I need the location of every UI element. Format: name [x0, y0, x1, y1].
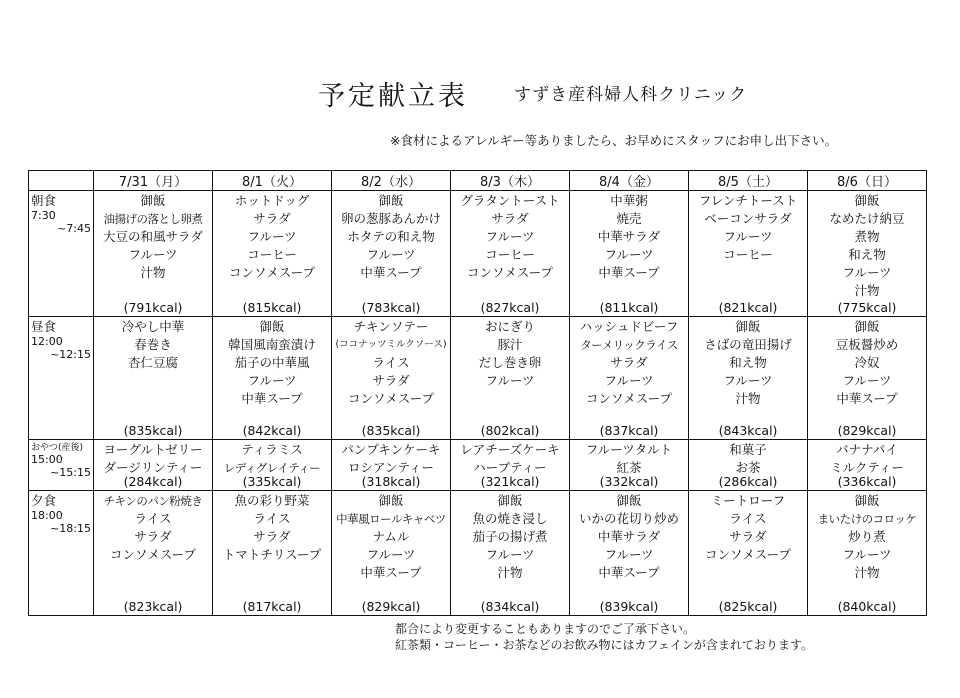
dinner-row [29, 491, 927, 616]
dish-list [689, 317, 807, 408]
dish-item: 紅茶 [616, 460, 642, 475]
dish-item: コーヒー [247, 247, 297, 262]
dish-list [808, 191, 926, 300]
dish-list [213, 491, 331, 564]
dish-item: 御飯 [140, 193, 166, 208]
dish-item: バナナパイ [836, 442, 898, 457]
dish-item: 和え物 [848, 247, 886, 262]
dish-item: 御飯 [378, 193, 404, 208]
dish-item: いかの花切り炒め [578, 511, 679, 526]
dish-item: コーヒー [723, 247, 773, 262]
dish-list [451, 317, 569, 390]
dish-item: 油揚げの落とし卵煮 [103, 212, 203, 226]
dish-item: ライス [253, 511, 291, 526]
menu-cell [451, 317, 570, 440]
footer-line: 都合により変更することもありますのでご了承下さい。 [395, 622, 696, 636]
day-header: 7/31（月） [94, 171, 213, 191]
dish-item: ヨーグルトゼリー [103, 442, 203, 457]
dish-item: 和え物 [729, 355, 767, 370]
dish-list [808, 491, 926, 582]
dish-item: ライス [134, 511, 172, 526]
dish-item: フルーツ [604, 373, 654, 388]
snack-row [29, 440, 927, 491]
menu-cell [213, 440, 332, 491]
menu-cell [808, 440, 927, 491]
dish-item: フレンチトースト [698, 193, 798, 208]
kcal-value: (332kcal) [599, 474, 659, 489]
menu-cell [332, 440, 451, 491]
kcal-value: (829kcal) [361, 599, 421, 614]
dish-item: フルーツ [485, 547, 535, 562]
dish-item: フルーツ [247, 229, 297, 244]
dish-item: サラダ [372, 373, 410, 388]
dish-item: 汁物 [854, 283, 880, 298]
menu-cell [689, 491, 808, 616]
menu-cell [689, 191, 808, 317]
dish-item: 韓国風南蛮漬け [228, 337, 316, 352]
menu-cell [570, 191, 689, 317]
dish-item: サラダ [253, 211, 291, 226]
menu-cell [213, 191, 332, 317]
day-header: 8/6（日） [808, 171, 927, 191]
dish-item: 冷やし中華 [121, 319, 185, 334]
meal-label: おやつ(産後) [31, 443, 84, 453]
dish-item: 中華スープ [241, 391, 303, 406]
dish-item: コンソメスープ [585, 391, 672, 406]
dish-item: フルーツ [128, 247, 178, 262]
day-header: 8/2（水） [332, 171, 451, 191]
meal-label: 朝食 [31, 193, 57, 208]
kcal-value: (284kcal) [123, 474, 183, 489]
dish-item: フルーツ [366, 247, 416, 262]
kcal-value: (783kcal) [361, 300, 421, 315]
dish-item: 中華スープ [360, 565, 422, 580]
day-header: 8/3（木） [451, 171, 570, 191]
day-header: 8/5（土） [689, 171, 808, 191]
dish-item: 御飯 [378, 493, 404, 508]
dish-list [808, 317, 926, 408]
dish-item: 汁物 [854, 565, 880, 580]
meal-time-start: 7:30 [31, 209, 56, 222]
footer-line: 紅茶類・コーヒー・お茶などのお飲み物にはカフェインが含まれております。 [395, 638, 813, 652]
dish-item: 中華スープ [360, 265, 422, 280]
dish-item: 御飯 [616, 493, 642, 508]
dish-item: フルーツ [604, 547, 654, 562]
kcal-value: (840kcal) [837, 599, 897, 614]
dish-item: 中華スープ [598, 265, 660, 280]
dish-list [332, 317, 450, 408]
dish-item: ミートローフ [710, 493, 786, 508]
dish-item: サラダ [729, 529, 767, 544]
dish-item: コーヒー [485, 247, 535, 262]
kcal-value: (842kcal) [242, 423, 302, 438]
header-row [29, 171, 927, 191]
kcal-value: (821kcal) [718, 300, 778, 315]
dish-item: コンソメスープ [347, 391, 434, 406]
lunch-row [29, 317, 927, 440]
kcal-value: (791kcal) [123, 300, 183, 315]
dish-item: 中華粥 [610, 193, 648, 208]
menu-cell [451, 191, 570, 317]
dish-item: サラダ [253, 529, 291, 544]
meal-time-end: ~18:15 [50, 522, 91, 535]
dish-item: コンソメスープ [704, 547, 791, 562]
meal-label: 昼食 [31, 319, 57, 334]
meal-label-cell [29, 191, 94, 317]
kcal-value: (336kcal) [837, 474, 897, 489]
kcal-value: (318kcal) [361, 474, 421, 489]
dish-item: 魚の彩り野菜 [234, 493, 310, 508]
dish-item: 御飯 [497, 493, 523, 508]
dish-item: 茄子の揚げ煮 [472, 529, 548, 544]
menu-cell [808, 191, 927, 317]
dish-item: 中華サラダ [597, 529, 661, 544]
dish-item: 中華風ロールキャベツ [336, 512, 446, 526]
dish-list [94, 440, 212, 477]
dish-list [94, 191, 212, 282]
kcal-value: (827kcal) [480, 300, 540, 315]
dish-item: グラタントースト [460, 193, 560, 208]
dish-list [332, 491, 450, 582]
dish-item: ミルクティー [830, 460, 904, 475]
dish-item: パンプキンケーキ [341, 442, 441, 457]
clinic-name: すずき産科婦人科クリニック [514, 85, 748, 105]
dish-item: フルーツ [842, 265, 892, 280]
kcal-value: (815kcal) [242, 300, 302, 315]
dish-list [689, 440, 807, 477]
dish-item: ハーブティー [473, 460, 547, 475]
dish-item: 茄子の中華風 [234, 355, 310, 370]
dish-item: さばの竜田揚げ [704, 337, 792, 352]
kcal-value: (823kcal) [123, 599, 183, 614]
dish-item: だし巻き卵 [478, 355, 542, 370]
menu-cell [808, 317, 927, 440]
dish-item: ベーコンサラダ [704, 211, 792, 226]
dish-item: ホタテの和え物 [347, 229, 435, 244]
menu-table [28, 170, 927, 616]
menu-cell [451, 491, 570, 616]
kcal-value: (835kcal) [123, 423, 183, 438]
day-header: 8/4（金） [570, 171, 689, 191]
dish-list [451, 491, 569, 582]
kcal-value: (335kcal) [242, 474, 302, 489]
dish-item: 御飯 [854, 493, 880, 508]
dish-item: フルーツタルト [585, 442, 673, 457]
meal-time-end: ~12:15 [50, 348, 91, 361]
footer-notes [395, 621, 813, 653]
kcal-value: (802kcal) [480, 423, 540, 438]
meal-label: 夕食 [31, 493, 57, 508]
menu-cell [689, 317, 808, 440]
meal-time-start: 18:00 [31, 509, 63, 522]
menu-cell [689, 440, 808, 491]
kcal-value: (811kcal) [599, 300, 659, 315]
kcal-value: (286kcal) [718, 474, 778, 489]
dish-item: 卵の葱豚あんかけ [340, 211, 441, 226]
dish-item: 汁物 [735, 391, 761, 406]
dish-item: フルーツ [604, 247, 654, 262]
dish-list [570, 191, 688, 282]
meal-time-end: ~7:45 [57, 222, 91, 235]
meal-label-cell [29, 317, 94, 440]
menu-cell [808, 491, 927, 616]
dish-item: 冷奴 [854, 355, 880, 370]
dish-item: ティラミス [241, 442, 303, 457]
dish-list [451, 191, 569, 282]
dish-item: サラダ [491, 211, 529, 226]
dish-item: 豚汁 [497, 337, 523, 352]
meal-label-cell [29, 491, 94, 616]
dish-item: 和菓子 [729, 442, 767, 457]
dish-item: フルーツ [485, 373, 535, 388]
dish-item: (ココナッツミルクソース) [335, 339, 447, 350]
kcal-value: (837kcal) [599, 423, 659, 438]
dish-item: 炒り煮 [848, 529, 886, 544]
allergy-notice: ※食材によるアレルギー等ありましたら、お早めにスタッフにお申し出下さい。 [390, 133, 838, 148]
menu-cell [94, 317, 213, 440]
dish-list [213, 440, 331, 477]
kcal-value: (321kcal) [480, 474, 540, 489]
meal-label-cell [29, 440, 94, 491]
kcal-value: (825kcal) [718, 599, 778, 614]
dish-item: まいたけのコロッケ [817, 512, 917, 526]
dish-item: 中華スープ [836, 391, 898, 406]
meal-time-start: 15:00 [31, 453, 63, 466]
dish-item: コンソメスープ [466, 265, 553, 280]
dish-item: 杏仁豆腐 [127, 355, 178, 370]
menu-cell [94, 191, 213, 317]
dish-list [213, 317, 331, 408]
menu-cell [94, 491, 213, 616]
kcal-value: (829kcal) [837, 423, 897, 438]
dish-item: フルーツ [247, 373, 297, 388]
dish-item: フルーツ [485, 229, 535, 244]
dish-item: フルーツ [842, 373, 892, 388]
dish-item: 汁物 [140, 265, 166, 280]
menu-cell [451, 440, 570, 491]
menu-cell [570, 491, 689, 616]
kcal-value: (817kcal) [242, 599, 302, 614]
dish-item: 御飯 [735, 319, 761, 334]
dish-item: 豆板醤炒め [835, 337, 899, 352]
dish-item: ホットドッグ [234, 193, 310, 208]
dish-list [213, 191, 331, 282]
dish-list [689, 191, 807, 264]
dish-list [570, 491, 688, 582]
menu-cell [213, 491, 332, 616]
breakfast-row [29, 191, 927, 317]
dish-list [808, 440, 926, 477]
dish-item: 御飯 [854, 319, 880, 334]
dish-item: 御飯 [854, 193, 880, 208]
dish-list [451, 440, 569, 477]
dish-list [570, 317, 688, 408]
dish-list [332, 191, 450, 282]
dish-item: フルーツ [842, 547, 892, 562]
dish-item: ライス [372, 355, 410, 370]
dish-item: コンソメスープ [109, 547, 196, 562]
dish-item: 春巻き [134, 337, 172, 352]
dish-list [689, 491, 807, 564]
kcal-value: (843kcal) [718, 423, 778, 438]
dish-item: ターメリックライス [580, 338, 678, 352]
dish-item: ダージリンティー [103, 460, 203, 475]
kcal-value: (835kcal) [361, 423, 421, 438]
kcal-value: (775kcal) [837, 300, 897, 315]
dish-item: サラダ [610, 355, 648, 370]
dish-item: フルーツ [723, 229, 773, 244]
dish-item: ロシアンティー [347, 460, 434, 475]
dish-item: 魚の焼き浸し [472, 511, 548, 526]
dish-item: お茶 [735, 460, 761, 475]
meal-time-start: 12:00 [31, 335, 63, 348]
dish-item: なめたけ納豆 [829, 211, 905, 226]
dish-item: 煮物 [854, 229, 880, 244]
dish-item: レアチーズケーキ [460, 442, 560, 457]
menu-cell [94, 440, 213, 491]
menu-cell [332, 191, 451, 317]
menu-cell [570, 317, 689, 440]
dish-list [94, 317, 212, 372]
title-block [318, 74, 468, 113]
page-title: 予定献立表 [318, 81, 468, 112]
dish-item: レディグレイティー [223, 461, 321, 475]
dish-item: チキンのパン粉焼き [103, 494, 203, 508]
menu-cell [213, 317, 332, 440]
dish-item: ライス [729, 511, 767, 526]
dish-item: フルーツ [366, 547, 416, 562]
dish-list [94, 491, 212, 564]
menu-cell [570, 440, 689, 491]
kcal-value: (839kcal) [599, 599, 659, 614]
dish-item: サラダ [134, 529, 172, 544]
corner-cell [29, 171, 94, 191]
menu-cell [332, 491, 451, 616]
dish-item: ナムル [372, 529, 410, 544]
dish-item: 御飯 [259, 319, 285, 334]
dish-item: おにぎり [484, 319, 535, 334]
kcal-value: (834kcal) [480, 599, 540, 614]
dish-item: トマトチリスープ [222, 547, 322, 562]
dish-list [570, 440, 688, 477]
dish-item: コンソメスープ [228, 265, 315, 280]
day-header: 8/1（火） [213, 171, 332, 191]
meal-time-end: ~15:15 [50, 466, 91, 479]
dish-item: 中華スープ [598, 565, 660, 580]
dish-item: 汁物 [497, 565, 523, 580]
dish-list [332, 440, 450, 477]
dish-item: 大豆の和風サラダ [103, 229, 203, 244]
dish-item: 焼売 [616, 211, 642, 226]
dish-item: ハッシュドビーフ [579, 319, 679, 334]
menu-cell [332, 317, 451, 440]
dish-item: チキンソテー [353, 319, 429, 334]
dish-item: フルーツ [723, 373, 773, 388]
dish-item: 中華サラダ [597, 229, 661, 244]
